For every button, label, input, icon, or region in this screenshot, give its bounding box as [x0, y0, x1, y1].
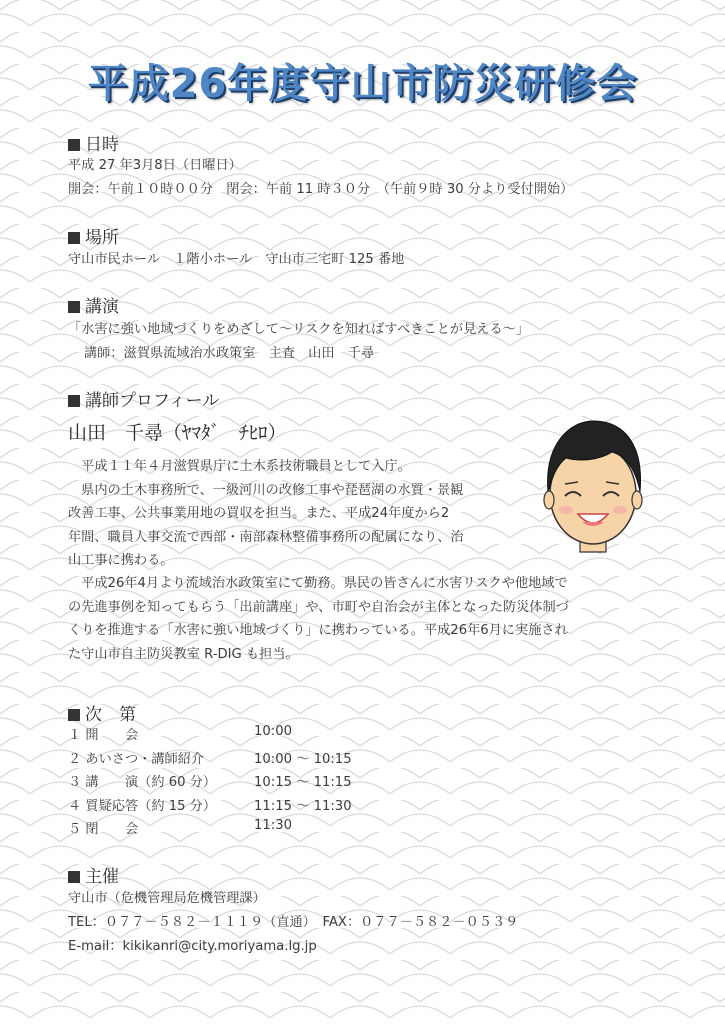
event-date: 平成 27 年3月8日（日曜日）: [68, 158, 242, 173]
program-item: [68, 818, 352, 842]
venue-text: 守山市民ホール １階小ホール 守山市三宅町 125 番地: [68, 252, 405, 267]
square-bullet-icon: [68, 139, 80, 151]
program-item-time: 11:30: [254, 818, 293, 833]
speaker-name: 山田 千尋（ﾔﾏﾀﾞ ﾁﾋﾛ）: [68, 422, 287, 444]
section-heading-organizer-text: 主催: [85, 867, 119, 887]
section-heading-venue: [68, 223, 119, 248]
square-bullet-icon: [68, 232, 80, 244]
program-item-time: 10:00: [254, 724, 293, 739]
profile-line: 山工事に携わる。: [68, 553, 174, 568]
section-heading-organizer: [68, 862, 119, 887]
program-item-label: １ 開 会: [68, 728, 139, 743]
square-bullet-icon: [68, 871, 80, 883]
program-item-label: ２ あいさつ・講師紹介: [68, 751, 205, 767]
event-times: 開会：午前１０時００分 閉会：午前 11 時３０分 （午前９時 30 分より受付開始）: [68, 182, 574, 197]
section-heading-datetime: [68, 130, 119, 155]
profile-line: の先進事例を知ってもらう「出前講座」や、市町や自治会が主体となった防災体制づ: [68, 599, 569, 615]
program-item: [68, 748, 352, 772]
program-item-label: ４ 質疑応答（約 15 分）: [68, 798, 217, 814]
program-item: [68, 724, 352, 748]
lecture-theme: 「水害に強い地域づくりをめざして～リスクを知ればすべきことが見える～」: [68, 322, 530, 337]
profile-paragraph-1: [68, 455, 464, 573]
organizer-contact: TEL：０７７－５８２－１１１９（直通） FAX：０７７－５８２－０５３９: [68, 915, 519, 930]
profile-line: 改善工事、公共事業用地の買収を担当。また、平成24年度から2: [68, 506, 450, 521]
profile-line: 年間、職員人事交流で西部・南部森林整備事務所の配属になり、治: [68, 529, 464, 545]
square-bullet-icon: [68, 709, 80, 721]
page-title: 平成26年度守山市防災研修会: [87, 61, 638, 107]
square-bullet-icon: [68, 301, 80, 313]
section-heading-profile: [68, 386, 219, 411]
profile-line: た守山市自主防災教室 R-DIG も担当。: [68, 646, 299, 662]
section-heading-program-text: 次 第: [85, 705, 136, 725]
section-heading-lecture-text: 講演: [85, 297, 119, 317]
program-list: [68, 724, 352, 842]
smiling-face-illustration: [540, 414, 646, 554]
organizer-email[interactable]: E-mail：kikikanri@city.moriyama.lg.jp: [68, 939, 317, 954]
section-heading-program: [68, 700, 136, 725]
profile-line: 平成26年4月より流域治水政策室にて勤務。県民の皆さんに水害リスクや他地域で: [68, 576, 568, 591]
lecture-speaker: 講師：滋賀県流域治水政策室 主査 山田 千尋: [84, 346, 375, 361]
section-heading-datetime-text: 日時: [85, 135, 119, 155]
profile-line: 平成１１年４月滋賀県庁に土木系技術職員として入庁。: [68, 459, 411, 474]
profile-line: 県内の土木事務所で、一級河川の改修工事や琵琶湖の水質・景観: [68, 482, 464, 498]
program-item-time: 11:15 ～ 11:30: [254, 798, 352, 814]
organizer-name: 守山市（危機管理局危機管理課）: [68, 891, 266, 906]
program-item-time: 10:15 ～ 11:15: [254, 775, 352, 790]
program-item-label: ５ 閉 会: [68, 822, 139, 837]
profile-paragraph-2: [68, 572, 569, 666]
program-item-time: 10:00 ～ 10:15: [254, 751, 352, 767]
section-heading-profile-text: 講師プロフィール: [85, 391, 220, 411]
square-bullet-icon: [68, 395, 80, 407]
profile-line: くりを推進する「水害に強い地域づくり」に携わっている。平成26年6月に実施され: [68, 623, 568, 638]
program-item-label: ３ 講 演（約 60 分）: [68, 775, 217, 790]
section-heading-lecture: [68, 292, 119, 317]
program-item: [68, 795, 352, 819]
section-heading-venue-text: 場所: [85, 228, 119, 248]
program-item: [68, 771, 352, 795]
